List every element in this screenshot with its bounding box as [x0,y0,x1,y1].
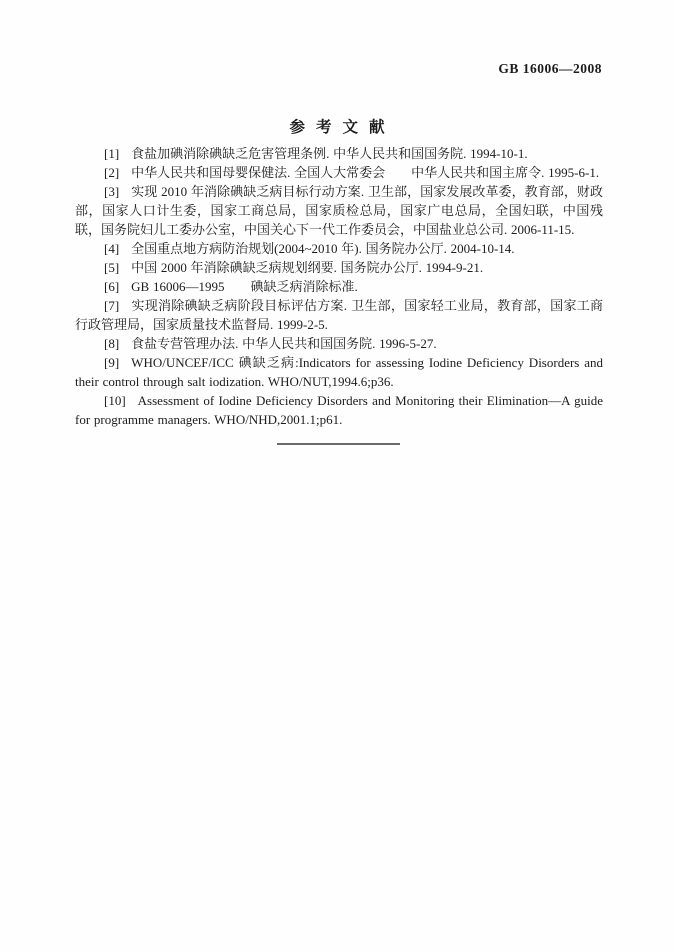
reference-item [75,258,603,277]
end-of-document-divider [277,443,400,445]
reference-label: [1] [104,146,120,161]
reference-item [75,239,603,258]
reference-label: [3] [104,184,120,199]
reference-text: GB 16006—1995 碘缺乏病消除标准. [131,279,358,294]
reference-item [75,182,603,239]
reference-label: [8] [104,336,120,351]
reference-item [75,144,603,163]
reference-text: 中华人民共和国母婴保健法. 全国人大常委会 中华人民共和国主席令. 1995-6-1. [131,165,600,180]
reference-label: [5] [104,260,120,275]
reference-item [75,353,603,391]
reference-label: [2] [104,165,120,180]
standard-number: GB 16006—2008 [498,61,602,76]
page-title: 参考文献 [289,119,396,136]
reference-text: 实现 2010 年消除碘缺乏病目标行动方案. 卫生部，国家发展改革委，教育部，财政部，国家人口计生委，国家工商总局，国家质检总局，国家广电总局，全国妇联，中国残联，国务院妇儿工委办公室，中国关心下一代工作委员会，中国盐业总公司. 2006-11-15. [75,184,603,237]
reference-label: [9] [104,355,120,370]
reference-text: 中国 2000 年消除碘缺乏病规划纲要. 国务院办公厅. 1994-9-21. [131,260,484,275]
reference-text: 食盐加碘消除碘缺乏危害管理条例. 中华人民共和国国务院. 1994-10-1. [131,146,528,161]
reference-item [75,296,603,334]
reference-text: 食盐专营管理办法. 中华人民共和国国务院. 1996-5-27. [131,336,437,351]
reference-text: 实现消除碘缺乏病阶段目标评估方案. 卫生部，国家轻工业局，教育部，国家工商行政管理局，国家质量技术监督局. 1999-2-5. [75,298,603,332]
reference-label: [4] [104,241,120,256]
reference-label: [10] [104,393,126,408]
reference-item [75,334,603,353]
reference-list [75,144,603,429]
reference-label: [6] [104,279,120,294]
reference-text: WHO/UNCEF/ICC 碘缺乏病:Indicators for assessing Iodine Deficiency Disorders and their control through salt iodization. WHO/NUT,1994.6;p36. [75,355,603,389]
reference-item [75,391,603,429]
reference-text: 全国重点地方病防治规划(2004~2010 年). 国务院办公厅. 2004-10-14. [131,241,515,256]
reference-text: Assessment of Iodine Deficiency Disorders and Monitoring their Elimination—A guide for programme managers. WHO/NHD,2001.1;p61. [75,393,603,427]
reference-item [75,277,603,296]
reference-item [75,163,603,182]
reference-label: [7] [104,298,120,313]
